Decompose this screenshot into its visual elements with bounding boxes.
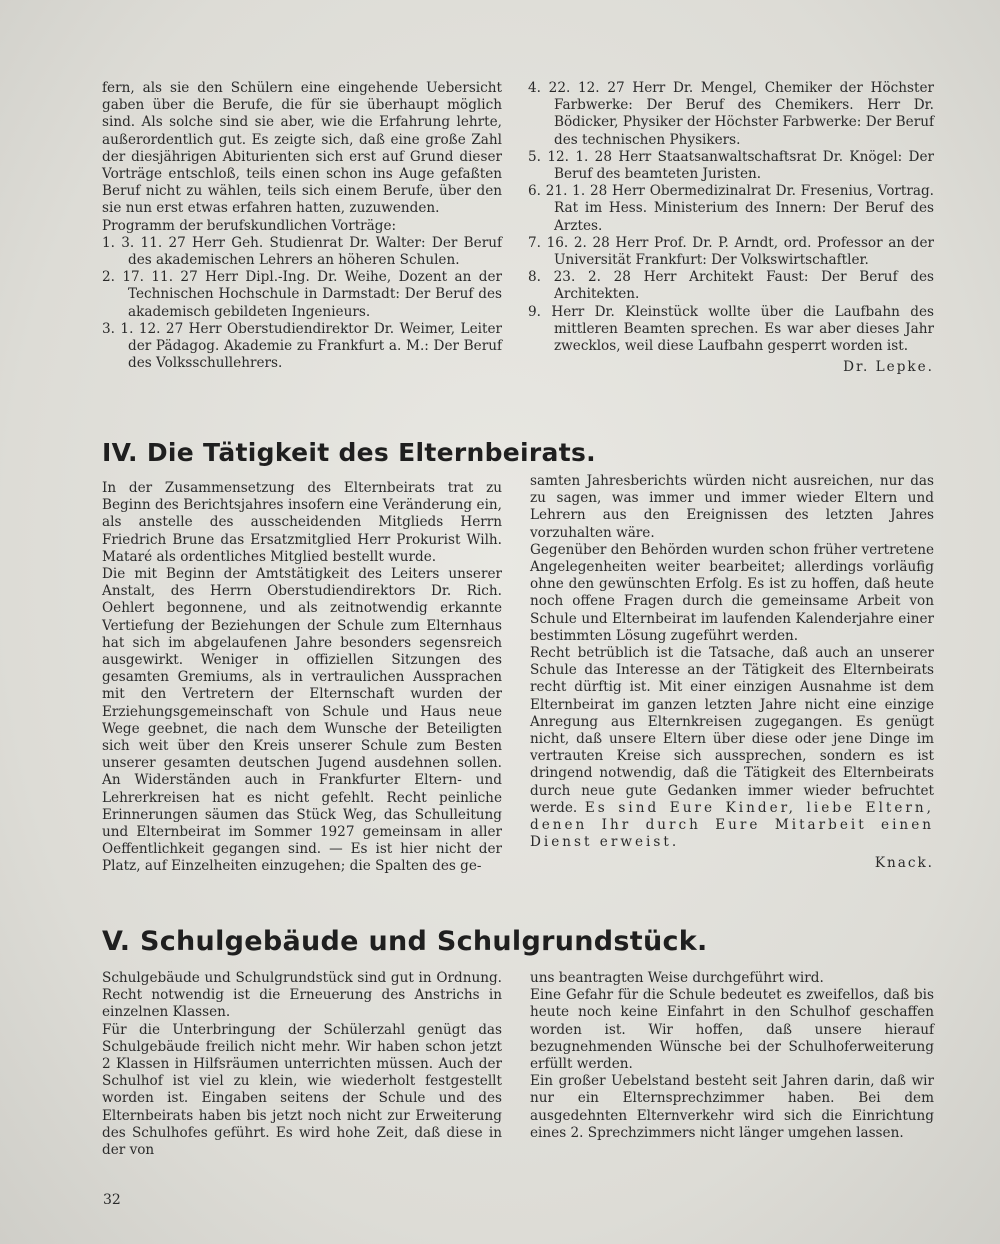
paragraph: Eine Gefahr für die Schule bedeutet es zweifellos, daß bis heute noch keine Einfahrt in den Schulhof geschaffen worden ist. Wir hoffen, daß unsere hierauf bezugnehmenden Wünsche bei der Schulhoferweiterung erfüllt werden. [530, 987, 934, 1073]
section-heading-v: V. Schulgebäude und Schulgrundstück. [102, 926, 708, 957]
paragraph: Schulgebäude und Schulgrundstück sind gut in Ordnung. Recht notwendig ist die Erneuerung des Anstrichs in einzelnen Klassen. [102, 970, 502, 1021]
paragraph: Für die Unterbringung der Schülerzahl genügt das Schulgebäude freilich nicht mehr. Wir haben schon jetzt 2 Klassen in Hilfsräumen unterrichten müssen. Auch der Schulhof ist viel zu klein, wie wiederholt festgestellt worden ist. Eingaben seitens der Schule und des Elternbeirats haben bis jetzt noch nicht zur Erweiterung des Schulhofes geführt. Es wird hohe Zeit, daß diese in der von [102, 1021, 502, 1159]
signature-lepke: Dr. Lepke. [843, 359, 934, 376]
talk-item: 1. 3. 11. 27 Herr Geh. Studienrat Dr. Walter: Der Beruf des akademischen Lehrers an höheren Schulen. [102, 234, 502, 269]
talk-item: 3. 1. 12. 27 Herr Oberstudiendirektor Dr. Weimer, Leiter der Pädagog. Akademie zu Frankfurt a. M.: Der Beruf des Volksschullehrers. [102, 320, 502, 372]
section-iv-right-column [530, 473, 934, 873]
paragraph-text: Recht betrüblich ist die Tatsache, daß auch an unserer Schule das Interesse an der Tätigkeit des Elternbeirats recht dürftig ist. Mit einer einzigen Ausnahme ist dem Elternbeirat im ganzen letzten Jahre nicht eine einzige Anregung aus Elternkreisen zugegangen. Es genügt nicht, daß unsere Eltern über diese oder jene Dinge im vertrauten Kreise sich aussprechen, sondern es ist dringend notwendig, daß die Tätigkeit des Elternbeirats durch neue gute Gedanken immer wieder befruchtet werde. [530, 645, 934, 816]
paragraph: uns beantragten Weise durchgeführt wird. [530, 970, 824, 986]
paragraph: Gegenüber den Behörden wurden schon früher vertretene Angelegenheiten weiter bearbeitet; allerdings vorläufig ohne den gewünschten Erfolg. Es ist zu hoffen, daß heute noch offene Fragen durch die gemeinsame Arbeit von Schule und Elternbeirat im laufenden Kalenderjahre einer bestimmten Lösung zugeführt werden. [530, 541, 934, 644]
top-left-column [102, 80, 502, 372]
program-heading: Programm der berufskundlichen Vorträge: [102, 217, 397, 234]
talk-item: 9. Herr Dr. Kleinstück wollte über die Laufbahn des mittleren Beamten sprechen. Es war aber dieses Jahr zwecklos, weil diese Laufbahn gesperrt worden ist. [528, 303, 934, 355]
paragraph: In der Zusammensetzung des Elternbeirats trat zu Beginn des Berichtsjahres insofern eine Veränderung ein, als anstelle des ausscheidenden Mitglieds Herrn Friedrich Brune das Ersatzmitglied Herr Prokurist Wilh. Mataré als ordentliches Mitglied bestellt wurde. [102, 480, 502, 565]
signature-knack: Knack. [874, 855, 934, 872]
section-v-right-column [530, 970, 934, 1142]
talk-item: 2. 17. 11. 27 Herr Dipl.-Ing. Dr. Weihe, Dozent an der Technischen Hochschule in Darmstadt: Der Beruf des akademisch gebildeten Ingenieurs. [102, 269, 502, 320]
paragraph: samten Jahresberichts würden nicht ausreichen, nur das zu sagen, was immer und immer wieder Eltern und Lehrern aus den Ereignissen des letzten Jahres vorzuhalten wäre. [530, 473, 934, 541]
top-right-column [528, 80, 934, 376]
talk-item: 4. 22. 12. 27 Herr Dr. Mengel, Chemiker der Höchster Farbwerke: Der Beruf des Chemikers. Herr Dr. Bödicker, Physiker der Höchster Farbwerke: Der Beruf des technischen Physikers. [528, 80, 934, 148]
talk-item: 7. 16. 2. 28 Herr Prof. Dr. P. Arndt, ord. Professor an der Universität Frankfurt: Der Volkswirtschaftler. [528, 234, 934, 269]
section-v-left-column [102, 970, 502, 1159]
paragraph [530, 645, 934, 851]
paragraph: fern, als sie den Schülern eine eingehende Uebersicht gaben über die Berufe, die für sie überhaupt möglich sind. Als solche sind sie aber, wie die Erfahrung lehrte, außerordentlich gut. Es zeigte sich, daß eine große Zahl der diesjährigen Abiturienten sich erst auf Grund dieser Vorträge entschloß, teils einen schon ins Auge gefaßten Beruf nicht zu wählen, teils sich einem Berufe, über den sie nun erst etwas erfahren hatten, zuzuwenden. [102, 80, 502, 217]
paragraph: Ein großer Uebelstand besteht seit Jahren darin, daß wir nur ein Elternsprechzimmer haben. Bei dem ausgedehnten Elternverkehr wird sich die Einrichtung eines 2. Sprechzimmers nicht länger umgehen lassen. [530, 1073, 934, 1141]
page-number: 32 [103, 1192, 121, 1208]
section-heading-iv: IV. Die Tätigkeit des Elternbeirats. [102, 438, 596, 467]
talk-item: 6. 21. 1. 28 Herr Obermedizinalrat Dr. Fresenius, Vortrag. Rat im Hess. Ministerium des Innern: Der Beruf des Arztes. [528, 183, 934, 234]
section-iv-left-column [102, 480, 502, 876]
talk-item: 8. 23. 2. 28 Herr Architekt Faust: Der Beruf des Architekten. [528, 269, 934, 303]
emphasis-text: Es sind Eure Kinder, liebe Eltern, denen Ihr durch Eure Mitarbeit einen Dienst erweist. [530, 799, 934, 851]
talk-item: 5. 12. 1. 28 Herr Staatsanwaltschaftsrat Dr. Knögel: Der Beruf des beamteten Juristen. [528, 148, 934, 183]
paragraph: Die mit Beginn der Amtstätigkeit des Leiters unserer Anstalt, des Herrn Oberstudiendirektors Dr. Rich. Oehlert begonnene, und als zeitnotwendig erkannte Vertiefung der Beziehungen der Schule zum Elternhaus hat sich im abgelaufenen Jahre besonders segensreich ausgewirkt. Weniger in offiziellen Sitzungen des gesamten Gremiums, als in vertraulichen Aussprachen mit den Vertretern der Elternschaft wurden der Erziehungsgemeinschaft von Schule und Haus neue Wege geebnet, die nach dem Wunsche der Beteiligten sich weit über den Kreis unserer Schule zum Besten unserer gesamten deutschen Jugend ausdehnen sollen. An Widerständen auch in Frankfurter Eltern- und Lehrerkreisen hat es nicht gefehlt. Recht peinliche Erinnerungen säumen das Stück Weg, das Schulleitung und Elternbeirat im Sommer 1927 gemeinsam in aller Oeffentlichkeit gegangen sind. — Es ist hier nicht der Platz, auf Einzelheiten einzugehen; die Spalten des ge- [102, 566, 502, 875]
